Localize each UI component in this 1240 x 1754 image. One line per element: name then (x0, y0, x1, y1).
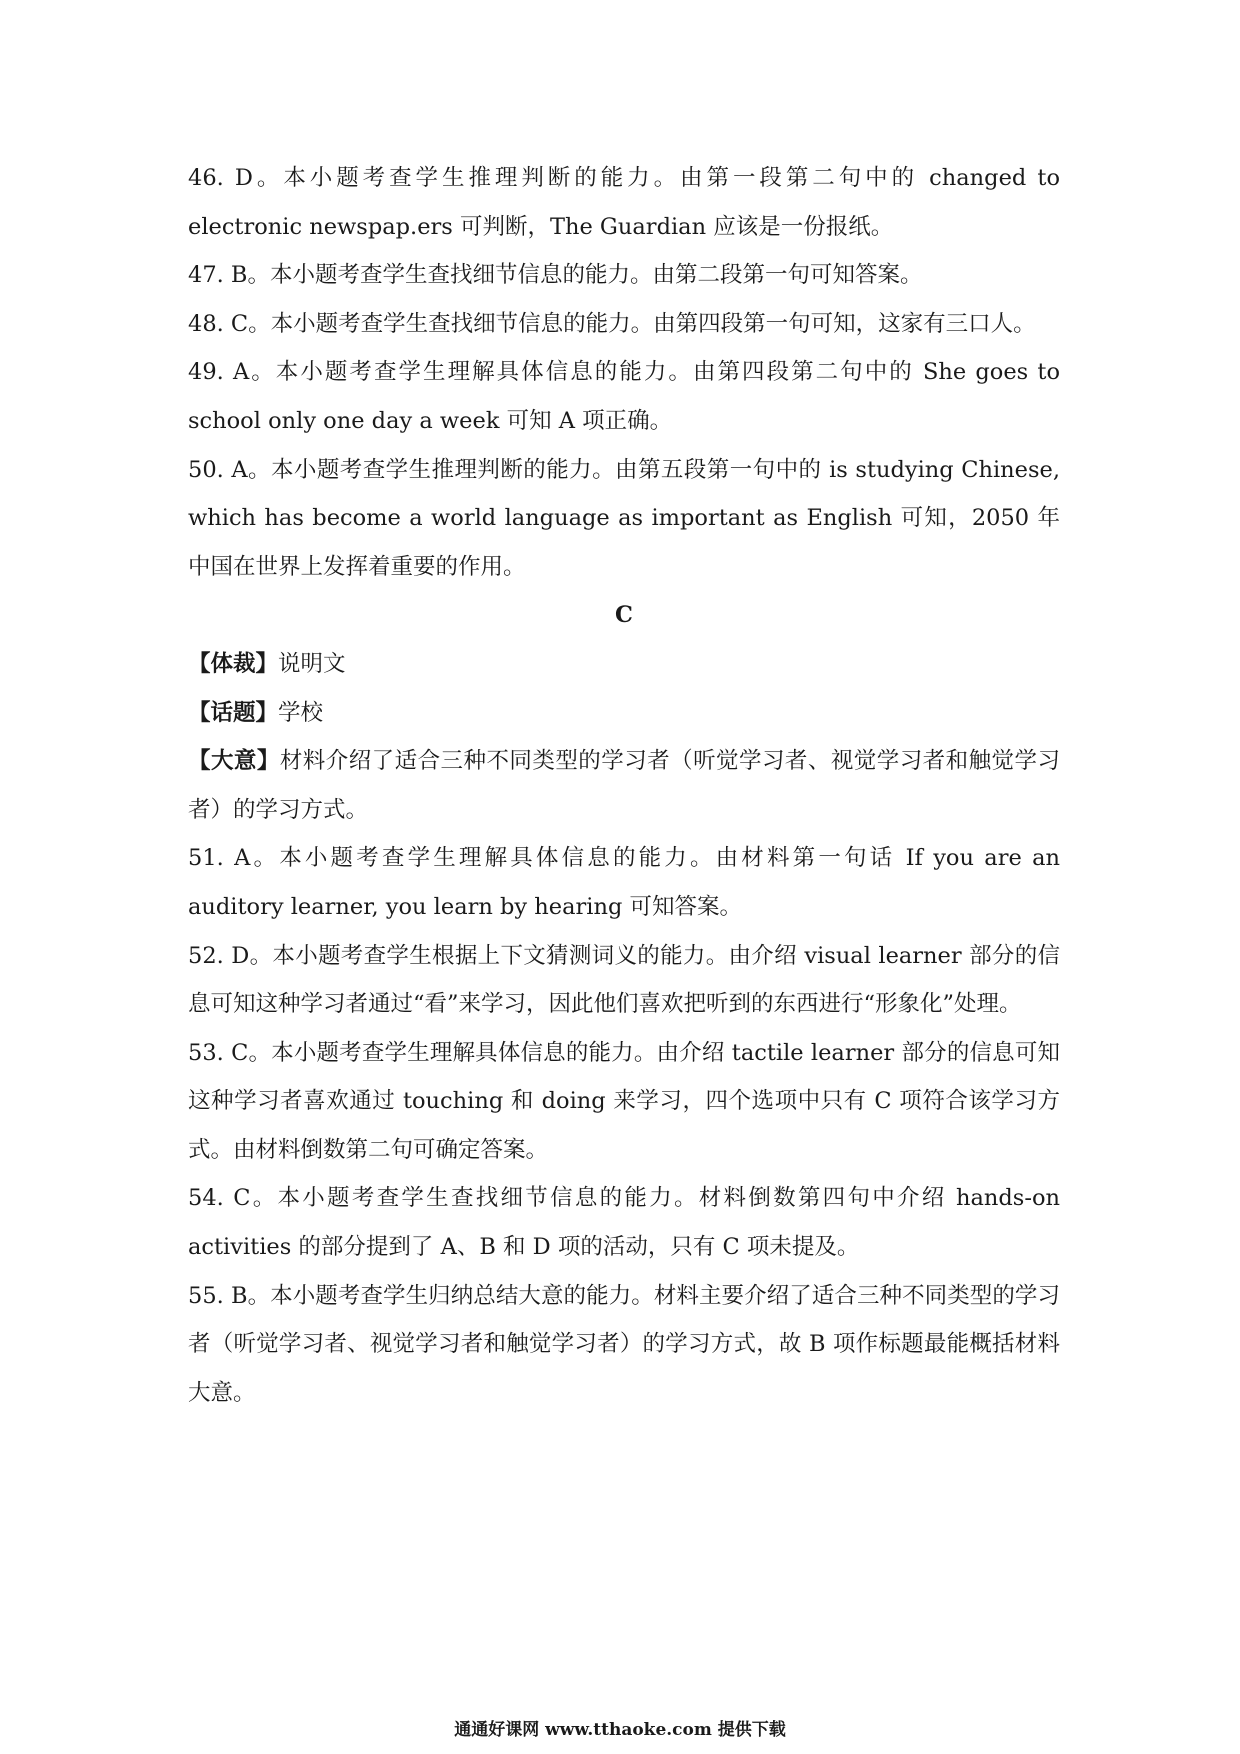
answer-50: 50. A。本小题考查学生推理判断的能力。由第五段第一句中的 is studying Chinese, which has become a world language as important as English 可知，2050 年中国在世界上发挥着重要的作用。 (188, 456, 1060, 580)
answer-46: 46. D。本小题考查学生推理判断的能力。由第一段第二句中的 changed to electronic newspap.ers 可判断，The Guardian 应该是一份报纸。 (188, 165, 1060, 240)
section-heading-c: C (615, 602, 633, 629)
answer-48: 48. C。本小题考查学生查找细节信息的能力。由第四段第一句可知，这家有三口人。 (188, 310, 1036, 337)
genre-line (188, 640, 1060, 689)
page-footer: 通通好课网 www.tthaoke.com 提供下载 (454, 1720, 786, 1740)
answer-54: 54. C。本小题考查学生查找细节信息的能力。材料倒数第四句中介绍 hands-on activities 的部分提到了 A、B 和 D 项的活动，只有 C 项未提及。 (188, 1185, 1060, 1261)
genre-value: 说明文 (278, 650, 346, 677)
document-body (188, 154, 1060, 1417)
answer-52: 52. D。本小题考查学生根据上下文猜测词义的能力。由介绍 visual learner 部分的信息可知这种学习者通过“看”来学习，因此他们喜欢把听到的东西进行“形象化”处理。 (188, 942, 1060, 1018)
answer-55: 55. B。本小题考查学生归纳总结大意的能力。材料主要介绍了适合三种不同类型的学习者（听觉学习者、视觉学习者和触觉学习者）的学习方式，故 B 项作标题最能概括材料大意。 (188, 1282, 1060, 1406)
topic-line (188, 689, 1060, 738)
answer-51: 51. A。本小题考查学生理解具体信息的能力。由材料第一句话 If you are an auditory learner, you learn by hearing 可知答案。 (188, 845, 1060, 920)
answer-47: 47. B。本小题考查学生查找细节信息的能力。由第二段第一句可知答案。 (188, 262, 923, 289)
answer-53: 53. C。本小题考查学生理解具体信息的能力。由介绍 tactile learner 部分的信息可知这种学习者喜欢通过 touching 和 doing 来学习，四个选项中只有 C 项符合该学习方式。由材料倒数第二句可确定答案。 (188, 1039, 1060, 1163)
topic-tag: 【话题】 (188, 699, 279, 726)
topic-value: 学校 (278, 699, 324, 726)
genre-tag: 【体裁】 (188, 650, 279, 677)
answer-49: 49. A。本小题考查学生理解具体信息的能力。由第四段第二句中的 She goes to school only one day a week 可知 A 项正确。 (188, 359, 1060, 434)
summary-tag: 【大意】 (188, 748, 280, 775)
summary-value: 材料介绍了适合三种不同类型的学习者（听觉学习者、视觉学习者和触觉学习者）的学习方式。 (188, 748, 1060, 823)
summary-line (188, 737, 1060, 834)
